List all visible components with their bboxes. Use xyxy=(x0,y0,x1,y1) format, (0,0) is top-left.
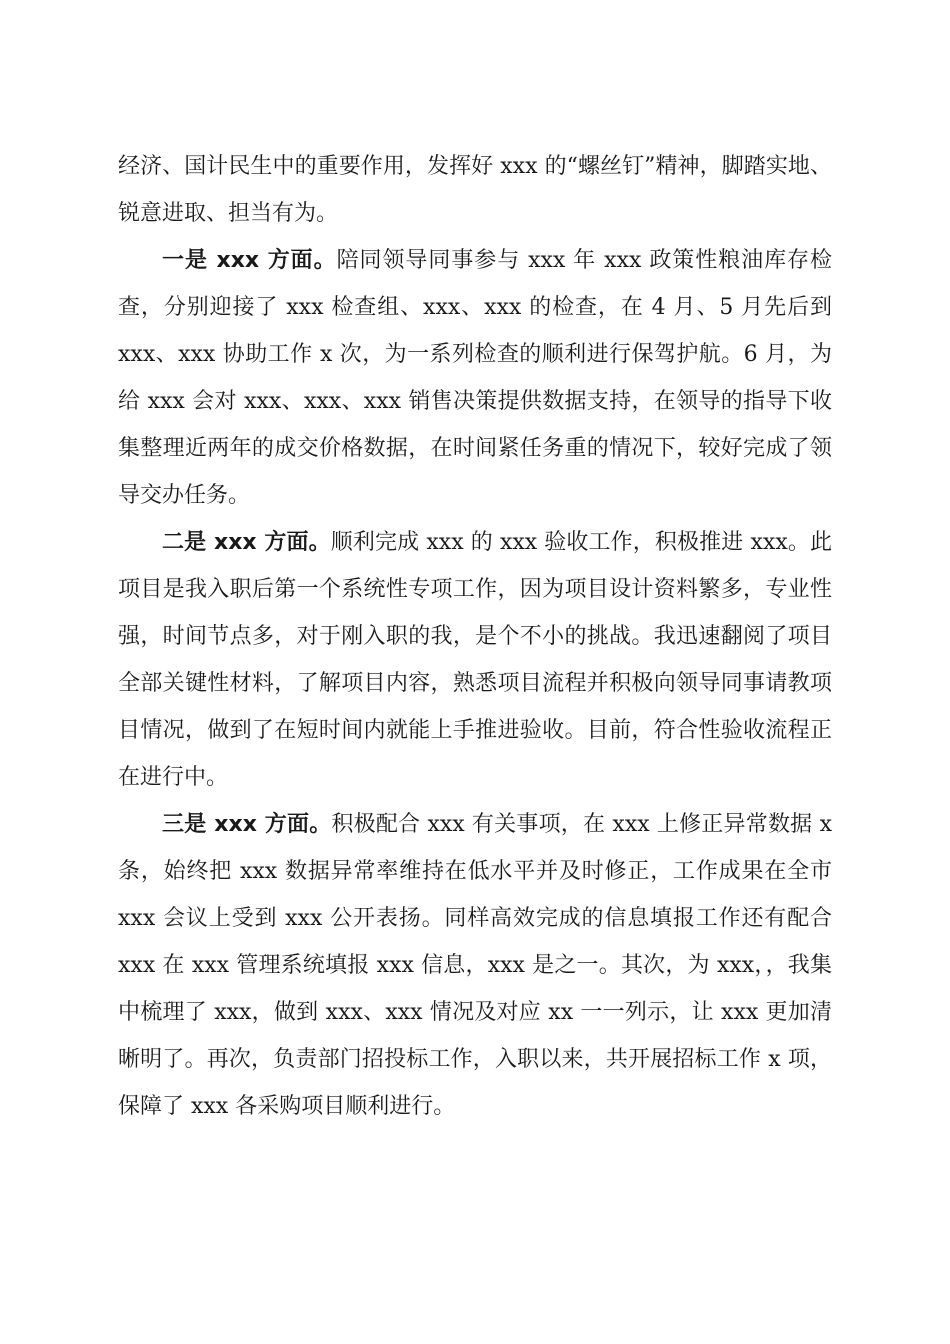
paragraph-item-2 xyxy=(118,519,832,801)
document-body xyxy=(118,143,832,1130)
paragraph-item-1 xyxy=(118,237,832,519)
paragraph-lead: 三是 xxx 方面。 xyxy=(162,812,332,837)
paragraph-text: 陪同领导同事参与 xxx 年 xxx 政策性粮油库存检查，分别迎接了 xxx 检查组、xxx、xxx 的检查，在 4 月、5 月先后到 xxx、xxx 协助工作 x 次，为一系列检查的顺利进行保驾护航。6 月，为给 xxx 会对 xxx、xxx、xxx 销售决策提供数据支持，在领导的指导下收集整理近两年的成交价格数据，在时间紧任务重的情况下，较好完成了领导交办任务。 xyxy=(118,248,833,508)
paragraph-text: 积极配合 xxx 有关事项，在 xxx 上修正异常数据 x 条，始终把 xxx 数据异常率维持在低水平并及时修正，工作成果在全市 xxx 会议上受到 xxx 公开表扬。同样高效完成的信息填报工作还有配合 xxx 在 xxx 管理系统填报 xxx 信息，xxx 是之一。其次，为 xxx，，我集中梳理了 xxx，做到 xxx、xxx 情况及对应 xx 一一列示，让 xxx 更加清晰明了。再次，负责部门招投标工作，入职以来，共开展招标工作 x 项，保障了 xxx 各采购项目顺利进行。 xyxy=(118,812,832,1119)
paragraph-continuation xyxy=(118,143,832,237)
paragraph-lead: 一是 xxx 方面。 xyxy=(162,248,337,273)
paragraph-lead: 二是 xxx 方面。 xyxy=(162,530,331,555)
paragraph-text: 经济、国计民生中的重要作用，发挥好 xxx 的“螺丝钉”精神，脚踏实地、锐意进取、担当有为。 xyxy=(118,154,832,226)
paragraph-item-3 xyxy=(118,801,832,1130)
paragraph-text: 顺利完成 xxx 的 xxx 验收工作，积极推进 xxx。此项目是我入职后第一个系统性专项工作，因为项目设计资料繁多，专业性强，时间节点多，对于刚入职的我，是个不小的挑战。我迅速翻阅了项目全部关键性材料，了解项目内容，熟悉项目流程并积极向领导同事请教项目情况，做到了在短时间内就能上手推进验收。目前，符合性验收流程正在进行中。 xyxy=(118,530,832,790)
